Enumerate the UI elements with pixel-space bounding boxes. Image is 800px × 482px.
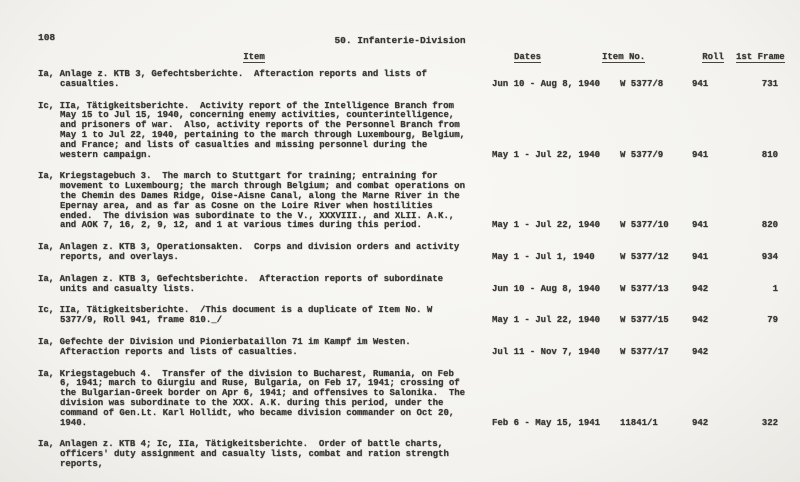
item-frame: 810 — [761, 149, 778, 160]
item-roll: 941 — [692, 220, 709, 231]
table-row — [0, 70, 800, 90]
item-number: 11841/1 — [620, 417, 658, 428]
item-dates: May 1 - Jul 22, 1940 — [492, 149, 601, 160]
item-frame: 934 — [761, 251, 778, 262]
column-header-roll: Roll — [702, 52, 724, 62]
item-dates: Feb 6 - May 15, 1941 — [492, 417, 601, 428]
item-dates: Jun 10 - Aug 8, 1940 — [492, 283, 601, 294]
table-row — [0, 440, 800, 469]
item-roll: 942 — [692, 417, 709, 428]
item-roll: 942 — [692, 346, 709, 357]
column-header-item: Item — [243, 52, 265, 62]
item-dates: May 1 - Jul 22, 1940 — [492, 315, 601, 326]
item-dates: Jun 10 - Aug 8, 1940 — [492, 78, 601, 89]
item-dates: May 1 - Jul 1, 1940 — [492, 251, 595, 262]
item-frame: 820 — [761, 220, 778, 231]
item-description: Ia, Anlagen z. KTB 3, Gefechtsberichte. Afteraction reports of subordinate units and casualty lists. — [38, 273, 449, 294]
table-row — [0, 306, 800, 326]
catalog-rows — [0, 70, 800, 482]
item-roll: 941 — [692, 251, 709, 262]
item-frame: 731 — [761, 78, 778, 89]
item-frame: 1 — [772, 283, 778, 294]
item-dates: Jul 11 - Nov 7, 1940 — [492, 346, 601, 357]
item-description: Ia, Kriegstagebuch 3. The march to Stuttgart for training; entraining for movement to Luxembourg; the march through Belgium; and combat operations on the Chemin des Dames Ridge, Oise-Aisne Canal, along the Marne River in the Epernay area, and as far as Cosne on the Loire River when hostilities ended. The division was subordinate to the V., XXXVIII., and XLII. A.K., and AOK 7, 16, 2, 9, 12, and 1 at various times during this period. — [38, 171, 471, 231]
item-number: W 5377/15 — [620, 315, 669, 326]
item-description: Ia, Anlagen z. KTB 3, Operationsakten. Corps and division orders and activity reports, and overlays. — [38, 242, 465, 262]
item-dates: May 1 - Jul 22, 1940 — [492, 220, 601, 231]
table-row — [0, 172, 800, 231]
page-title: 50. Infanterie-Division — [334, 35, 466, 46]
table-row — [0, 338, 800, 358]
column-header-dates: Dates — [514, 52, 542, 62]
item-roll: 942 — [692, 315, 709, 326]
item-description: Ic, IIa, Tätigkeitsberichte. /This document is a duplicate of Item No. W 5377/9, Roll 941, frame 810._/ — [38, 305, 438, 326]
item-number: W 5377/13 — [620, 283, 669, 294]
page-number: 108 — [38, 32, 56, 43]
item-description: Ia, Kriegstagebuch 4. Transfer of the division to Bucharest, Rumania, on Feb 6, 1941; march to Giurgiu and Ruse, Bulgaria, on Feb 17, 1941; crossing of the Bulgarian-Greek border on Apr 6, 1941; and offensives to Salonika. The division was subordinate to the XXX. A.K. during this period, under the command of Gen.Lt. Karl Hollidt, who became division commander on Oct 20, 1940. — [38, 368, 471, 428]
table-row — [0, 275, 800, 295]
item-number: W 5377/8 — [620, 78, 664, 89]
item-number: W 5377/17 — [620, 346, 669, 357]
item-description: Ia, Gefechte der Division und Pionierbataillon 71 im Kampf im Westen. Afteraction reports and lists of casualties. — [38, 336, 422, 357]
item-number: W 5377/12 — [620, 251, 669, 262]
item-roll: 941 — [692, 149, 709, 160]
item-frame: 322 — [761, 417, 778, 428]
item-roll: 942 — [692, 283, 709, 294]
item-roll: 941 — [692, 78, 709, 89]
item-number: W 5377/10 — [620, 220, 669, 231]
item-description: Ic, IIa, Tätigkeitsberichte. Activity report of the Intelligence Branch from May 15 to Jul 15, 1940, concerning enemy activities, counterintelligence, and prisoners of war. Also, activity reports of the Personnel Branch from May 1 to Jul 22, 1940, pertaining to the march through Luxembourg, Belgium, and France; and lists of casualties and missing personnel during the western campaign. — [38, 100, 471, 160]
item-description: Ia, Anlagen z. KTB 4; Ic, IIa, Tätigkeitsberichte. Order of battle charts, officers' duty assignment and casualty lists, combat and ration strength reports, — [38, 439, 455, 469]
item-number: W 5377/9 — [620, 149, 664, 160]
table-row — [0, 370, 800, 429]
item-description: Ia, Anlage z. KTB 3, Gefechtsberichte. Afteraction reports and lists of casualties. — [38, 69, 433, 89]
table-row — [0, 243, 800, 263]
table-row — [0, 102, 800, 161]
column-header-first-frame: 1st Frame — [736, 52, 785, 62]
table-header — [0, 53, 800, 63]
column-header-item-no: Item No. — [602, 52, 646, 62]
item-frame: 79 — [767, 315, 778, 326]
